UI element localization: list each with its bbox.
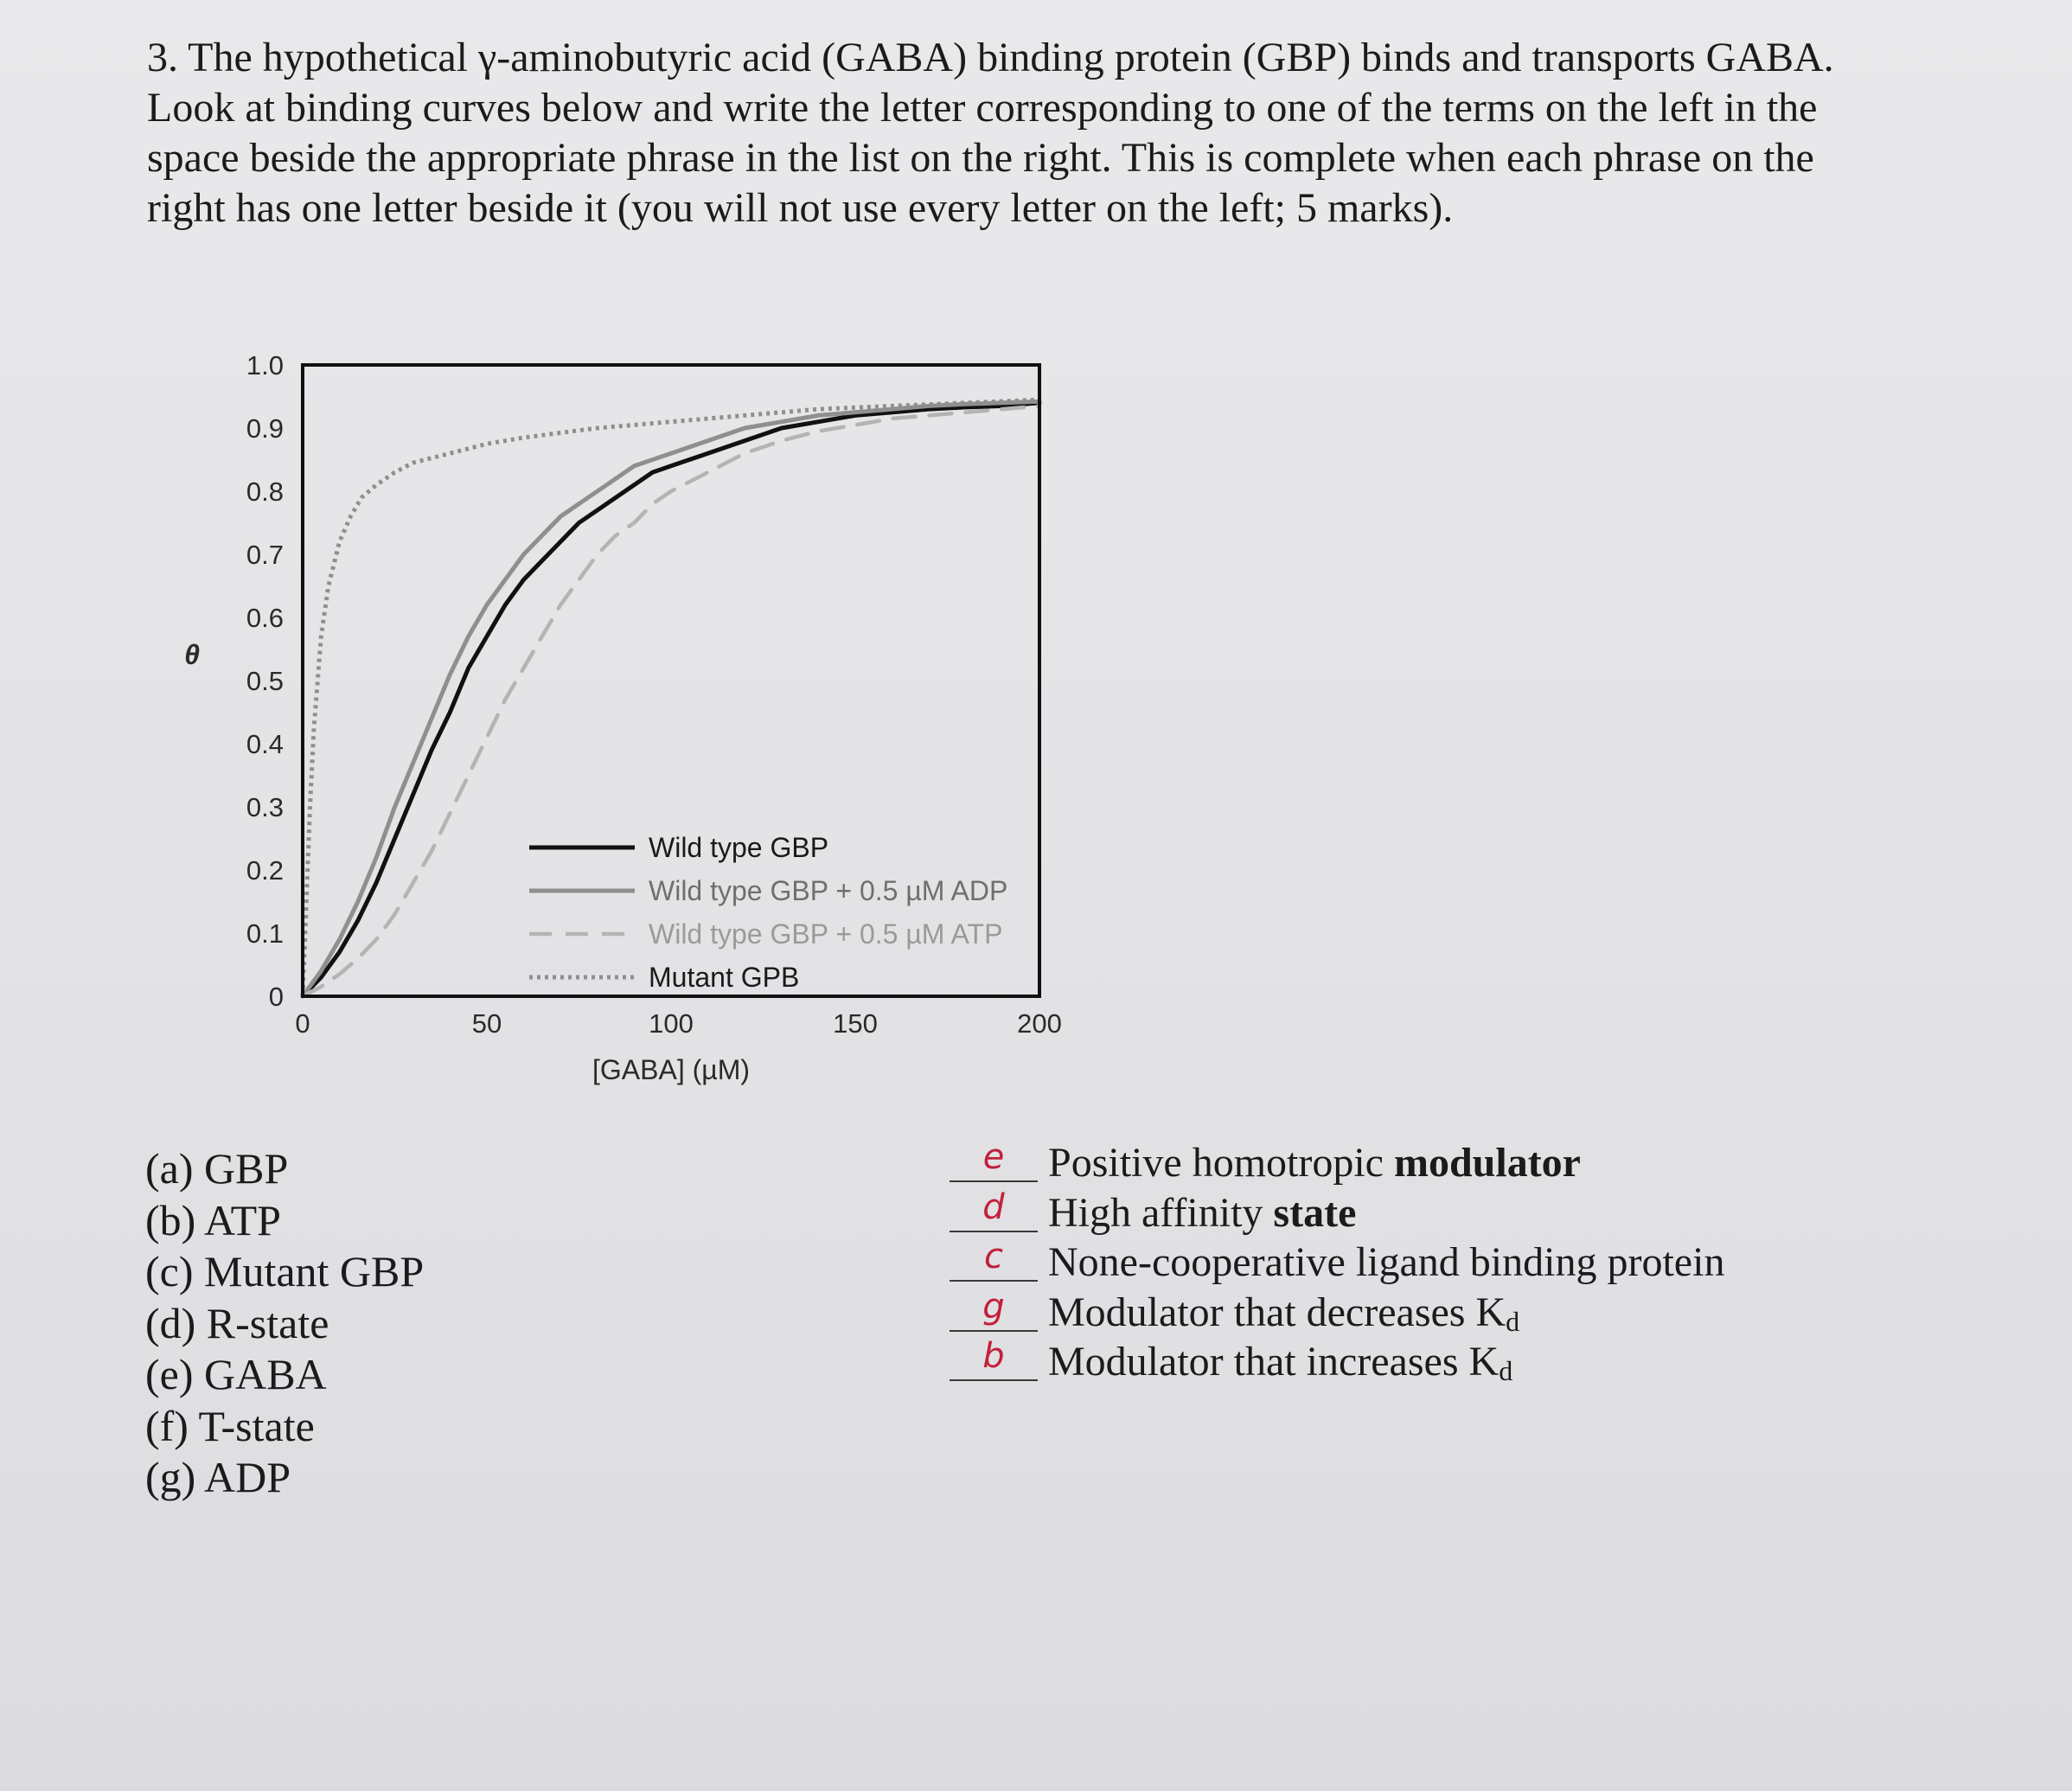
- x-axis-label: [GABA] (µM): [592, 1054, 750, 1085]
- y-tick-label: 0.2: [246, 855, 284, 886]
- x-tick-label: 150: [833, 1008, 878, 1039]
- chart-svg: [164, 337, 1090, 1098]
- y-tick-label: 1.0: [246, 350, 284, 381]
- term-item: (e) GABA: [145, 1350, 327, 1398]
- phrase-text: Modulator that decreases K: [1048, 1289, 1506, 1335]
- question-text: 3. The hypothetical γ-aminobutyric acid (GABA) binding protein (GBP) binds and transports GABA. Look at binding curves below and write the letter corresponding to one of the terms on the left in the space beside the appropriate phrase in the list on the right. This is complete when each phrase on the right has one letter beside it (you will not use every letter on the left; 5 marks).: [147, 35, 1834, 231]
- phrase-text: Modulator that increases K: [1048, 1339, 1500, 1385]
- phrase-bold: state: [1273, 1189, 1357, 1236]
- x-tick-label: 100: [649, 1008, 694, 1039]
- answer-phrase: [1048, 1239, 1724, 1286]
- legend-label: Wild type GBP + 0.5 µM ADP: [649, 875, 1008, 906]
- x-tick-label: 0: [295, 1008, 310, 1039]
- answer-row: [950, 1187, 1724, 1240]
- answer-row: [950, 1286, 1724, 1340]
- phrase-text: None-cooperative ligand binding protein: [1048, 1239, 1725, 1285]
- x-tick-label: 200: [1017, 1008, 1062, 1039]
- answer-phrase: [1048, 1289, 1519, 1336]
- terms-list: [145, 1143, 424, 1504]
- answer-blank[interactable]: b: [950, 1339, 1038, 1381]
- x-tick-label: 50: [471, 1008, 502, 1039]
- answer-phrase: [1048, 1339, 1512, 1385]
- answer-row: [950, 1239, 1724, 1289]
- y-tick-label: 0.7: [246, 540, 284, 570]
- phrase-text: Positive homotropic: [1048, 1140, 1394, 1186]
- y-tick-label: 0.6: [246, 603, 284, 633]
- term-item: (c) Mutant GBP: [145, 1247, 425, 1295]
- y-tick-label: 0.3: [246, 792, 284, 822]
- y-tick-label: 0.1: [246, 918, 284, 949]
- answer-list: [950, 1137, 1725, 1389]
- answer-row: [950, 1137, 1724, 1190]
- answer-blank[interactable]: d: [950, 1190, 1038, 1232]
- term-item: (d) R-state: [145, 1298, 329, 1347]
- phrase-subscript: d: [1499, 1355, 1513, 1386]
- phrase-text: High affinity: [1048, 1189, 1274, 1236]
- answer-phrase: [1048, 1190, 1356, 1237]
- answer-phrase: [1048, 1140, 1581, 1187]
- phrase-bold: modulator: [1393, 1140, 1581, 1186]
- answer-blank[interactable]: e: [950, 1140, 1038, 1182]
- y-tick-label: 0: [268, 982, 284, 1012]
- y-axis-label: θ: [184, 638, 200, 670]
- term-item: (f) T-state: [145, 1401, 315, 1450]
- y-tick-label: 0.8: [246, 477, 284, 507]
- term-item: (b) ATP: [145, 1195, 281, 1244]
- term-item: (a) GBP: [145, 1144, 289, 1193]
- series-line: [303, 406, 1039, 996]
- binding-curve-chart: [164, 337, 1090, 1098]
- answer-row: [950, 1336, 1724, 1389]
- y-tick-label: 0.4: [246, 729, 284, 759]
- term-item: (g) ADP: [145, 1453, 291, 1501]
- y-tick-label: 0.9: [246, 413, 284, 444]
- legend-label: Wild type GBP + 0.5 µM ATP: [649, 918, 1003, 950]
- answer-blank[interactable]: g: [950, 1289, 1038, 1332]
- legend-label: Wild type GBP: [649, 832, 829, 863]
- legend-label: Mutant GPB: [649, 962, 800, 993]
- y-tick-label: 0.5: [246, 666, 284, 696]
- answer-blank[interactable]: c: [950, 1239, 1038, 1282]
- phrase-subscript: d: [1506, 1305, 1520, 1337]
